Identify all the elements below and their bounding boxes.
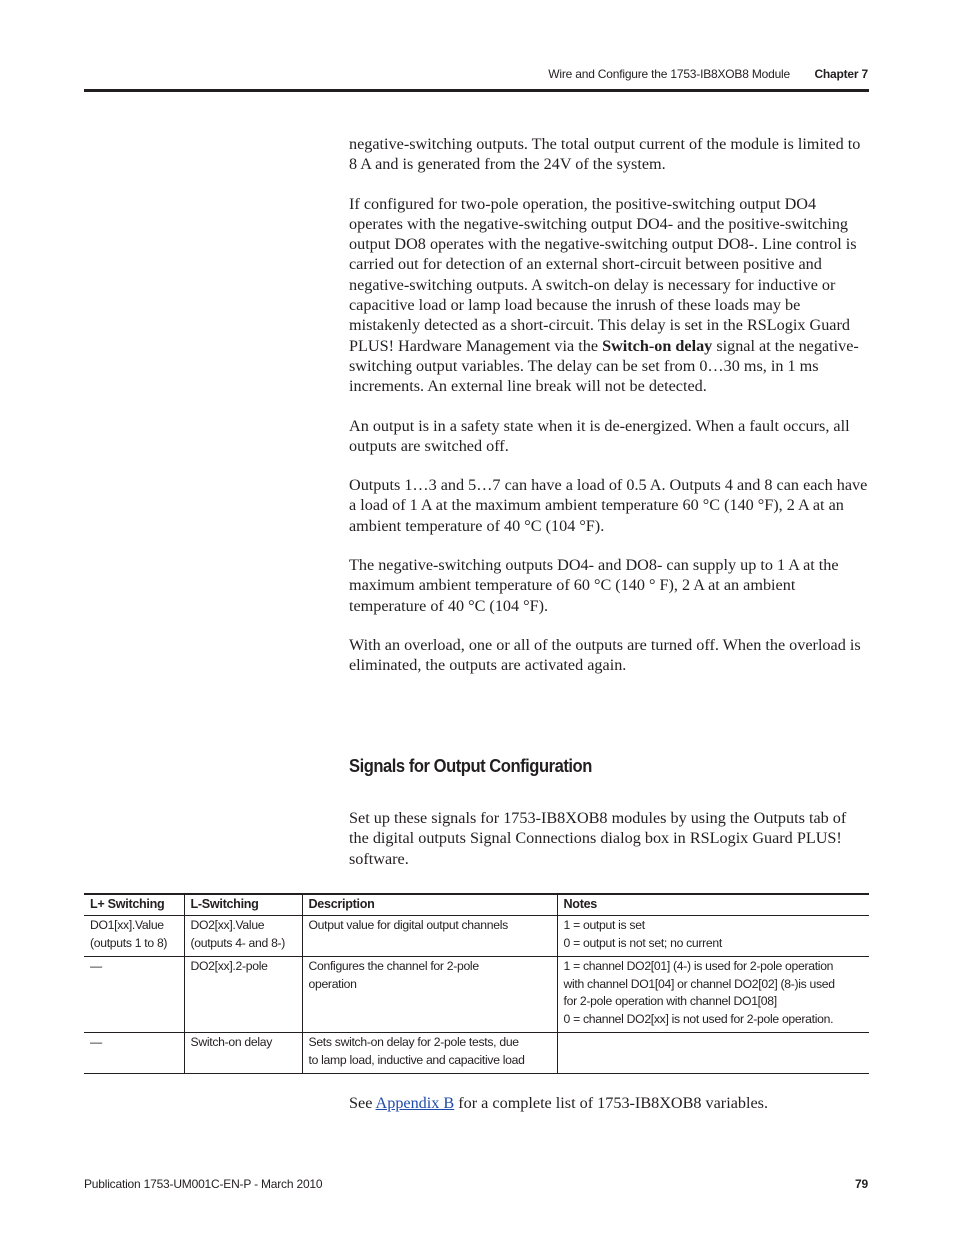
header-rule bbox=[84, 89, 869, 92]
cell-line: 1 = output is set bbox=[563, 918, 645, 933]
cell-l-minus bbox=[184, 916, 302, 957]
cell-l-plus bbox=[84, 957, 184, 1033]
cell-line: 0 = channel DO2[xx] is not used for 2-pole operation. bbox=[563, 1011, 834, 1026]
running-header-chapter: Chapter 7 bbox=[814, 67, 868, 81]
cell-notes bbox=[557, 916, 869, 957]
cell-l-minus bbox=[184, 957, 302, 1033]
cell-line: DO1[xx].Value bbox=[90, 918, 164, 933]
cell-notes bbox=[557, 1033, 869, 1074]
cell-l-plus bbox=[84, 916, 184, 957]
paragraph-output-current: negative-switching outputs. The total output current of the module is limited to 8 A and is generated from the 24V of the system. bbox=[349, 135, 861, 174]
paragraph-two-pole-text-2: signal at the negative-switching output variables. The delay can be set from 0…30 ms, in 1 ms increments. An external line break will not be detected. bbox=[349, 336, 859, 396]
cell-l-plus bbox=[84, 1033, 184, 1074]
cell-description bbox=[302, 1033, 557, 1074]
see-also-text bbox=[349, 1093, 869, 1113]
cell-line: to lamp load, inductive and capacitive load bbox=[308, 1052, 525, 1067]
cell-notes bbox=[557, 957, 869, 1033]
paragraph-safety-state: An output is in a safety state when it is de-energized. When a fault occurs, all outputs are switched off. bbox=[349, 416, 850, 455]
column-header-description: Description bbox=[302, 894, 557, 916]
see-also-line bbox=[349, 1093, 869, 1113]
paragraph-two-pole bbox=[349, 194, 869, 397]
cell-line: DO2[xx].Value bbox=[190, 918, 265, 933]
cell-description bbox=[302, 916, 557, 957]
running-header-title: Wire and Configure the 1753-IB8XOB8 Module bbox=[548, 67, 790, 81]
column-header-l-plus: L+ Switching bbox=[84, 894, 184, 916]
table-row bbox=[84, 957, 869, 1033]
signals-table bbox=[84, 893, 869, 1074]
table-row bbox=[84, 916, 869, 957]
cell-line: for 2-pole operation with channel DO1[08] bbox=[563, 994, 777, 1009]
cell-line: Sets switch-on delay for 2-pole tests, due bbox=[308, 1035, 519, 1050]
cell-line: Output value for digital output channels bbox=[308, 918, 508, 933]
appendix-b-link[interactable]: Appendix B bbox=[375, 1094, 455, 1112]
cell-line: Switch-on delay bbox=[190, 1035, 273, 1050]
section-intro bbox=[349, 808, 869, 869]
cell-description bbox=[302, 957, 557, 1033]
paragraph-negative-switching: The negative-switching outputs DO4- and DO8- can supply up to 1 A at the maximum ambient temperature of 60 °C (140 ° F), 2 A at an ambient temperature of 40 °C (104 °F). bbox=[349, 556, 839, 615]
paragraph-overload: With an overload, one or all of the outputs are turned off. When the overload is eliminated, the outputs are activated again. bbox=[349, 635, 861, 675]
see-also-suffix: for a complete list of 1753-IB8XOB8 variables. bbox=[454, 1094, 769, 1112]
section-intro-text: Set up these signals for 1753-IB8XOB8 modules by using the Outputs tab of the digital outputs Signal Connections dialog box in RSLogix Guard PLUS! software. bbox=[349, 809, 847, 868]
section-heading: Signals for Output Configuration bbox=[349, 756, 592, 776]
cell-line: operation bbox=[308, 976, 357, 991]
cell-line: with channel DO1[04] or channel DO2[02] (8-)is used bbox=[563, 976, 835, 991]
cell-l-minus bbox=[184, 1033, 302, 1074]
cell-line: — bbox=[90, 1035, 102, 1050]
cell-line: 1 = channel DO2[01] (4-) is used for 2-pole operation bbox=[563, 959, 834, 974]
footer-publication: Publication 1753-UM001C-EN-P - March 2010 bbox=[84, 1177, 323, 1191]
switch-on-delay-term: Switch-on delay bbox=[602, 336, 713, 355]
body-text bbox=[349, 134, 869, 676]
cell-line: Configures the channel for 2-pole bbox=[308, 959, 479, 974]
cell-line: — bbox=[90, 959, 102, 974]
see-also-prefix: See bbox=[349, 1094, 376, 1112]
paragraph-output-loads: Outputs 1…3 and 5…7 can have a load of 0.5 A. Outputs 4 and 8 can each have a load of 1 A at the maximum ambient temperature 60 °C (140 °F), 2 A at an ambient temperature of 40 °C (104 °F). bbox=[349, 476, 868, 535]
table-header-row bbox=[84, 894, 869, 916]
cell-line: DO2[xx].2-pole bbox=[190, 959, 268, 974]
column-header-l-minus: L-Switching bbox=[184, 894, 302, 916]
cell-line: 0 = output is not set; no current bbox=[563, 935, 722, 950]
table-row bbox=[84, 1033, 869, 1074]
cell-line: (outputs 4- and 8-) bbox=[190, 935, 286, 950]
cell-line: (outputs 1 to 8) bbox=[90, 935, 168, 950]
paragraph-two-pole-text-1: If configured for two-pole operation, the positive-switching output DO4 operates with the negative-switching output DO4- and the positive-switching output DO8 operates with the negative-switching output DO8-. Line control is carried out for detection of an external short-circuit between positive and negative-switching outputs. A switch-on delay is necessary for inductive or capacitive load or lamp load because the inrush of these loads may be mistakenly detected as a short-circuit. This delay is set in the RSLogix Guard PLUS! Hardware Management via the bbox=[349, 194, 857, 355]
column-header-notes: Notes bbox=[557, 894, 869, 916]
footer-page-number: 79 bbox=[855, 1177, 868, 1191]
